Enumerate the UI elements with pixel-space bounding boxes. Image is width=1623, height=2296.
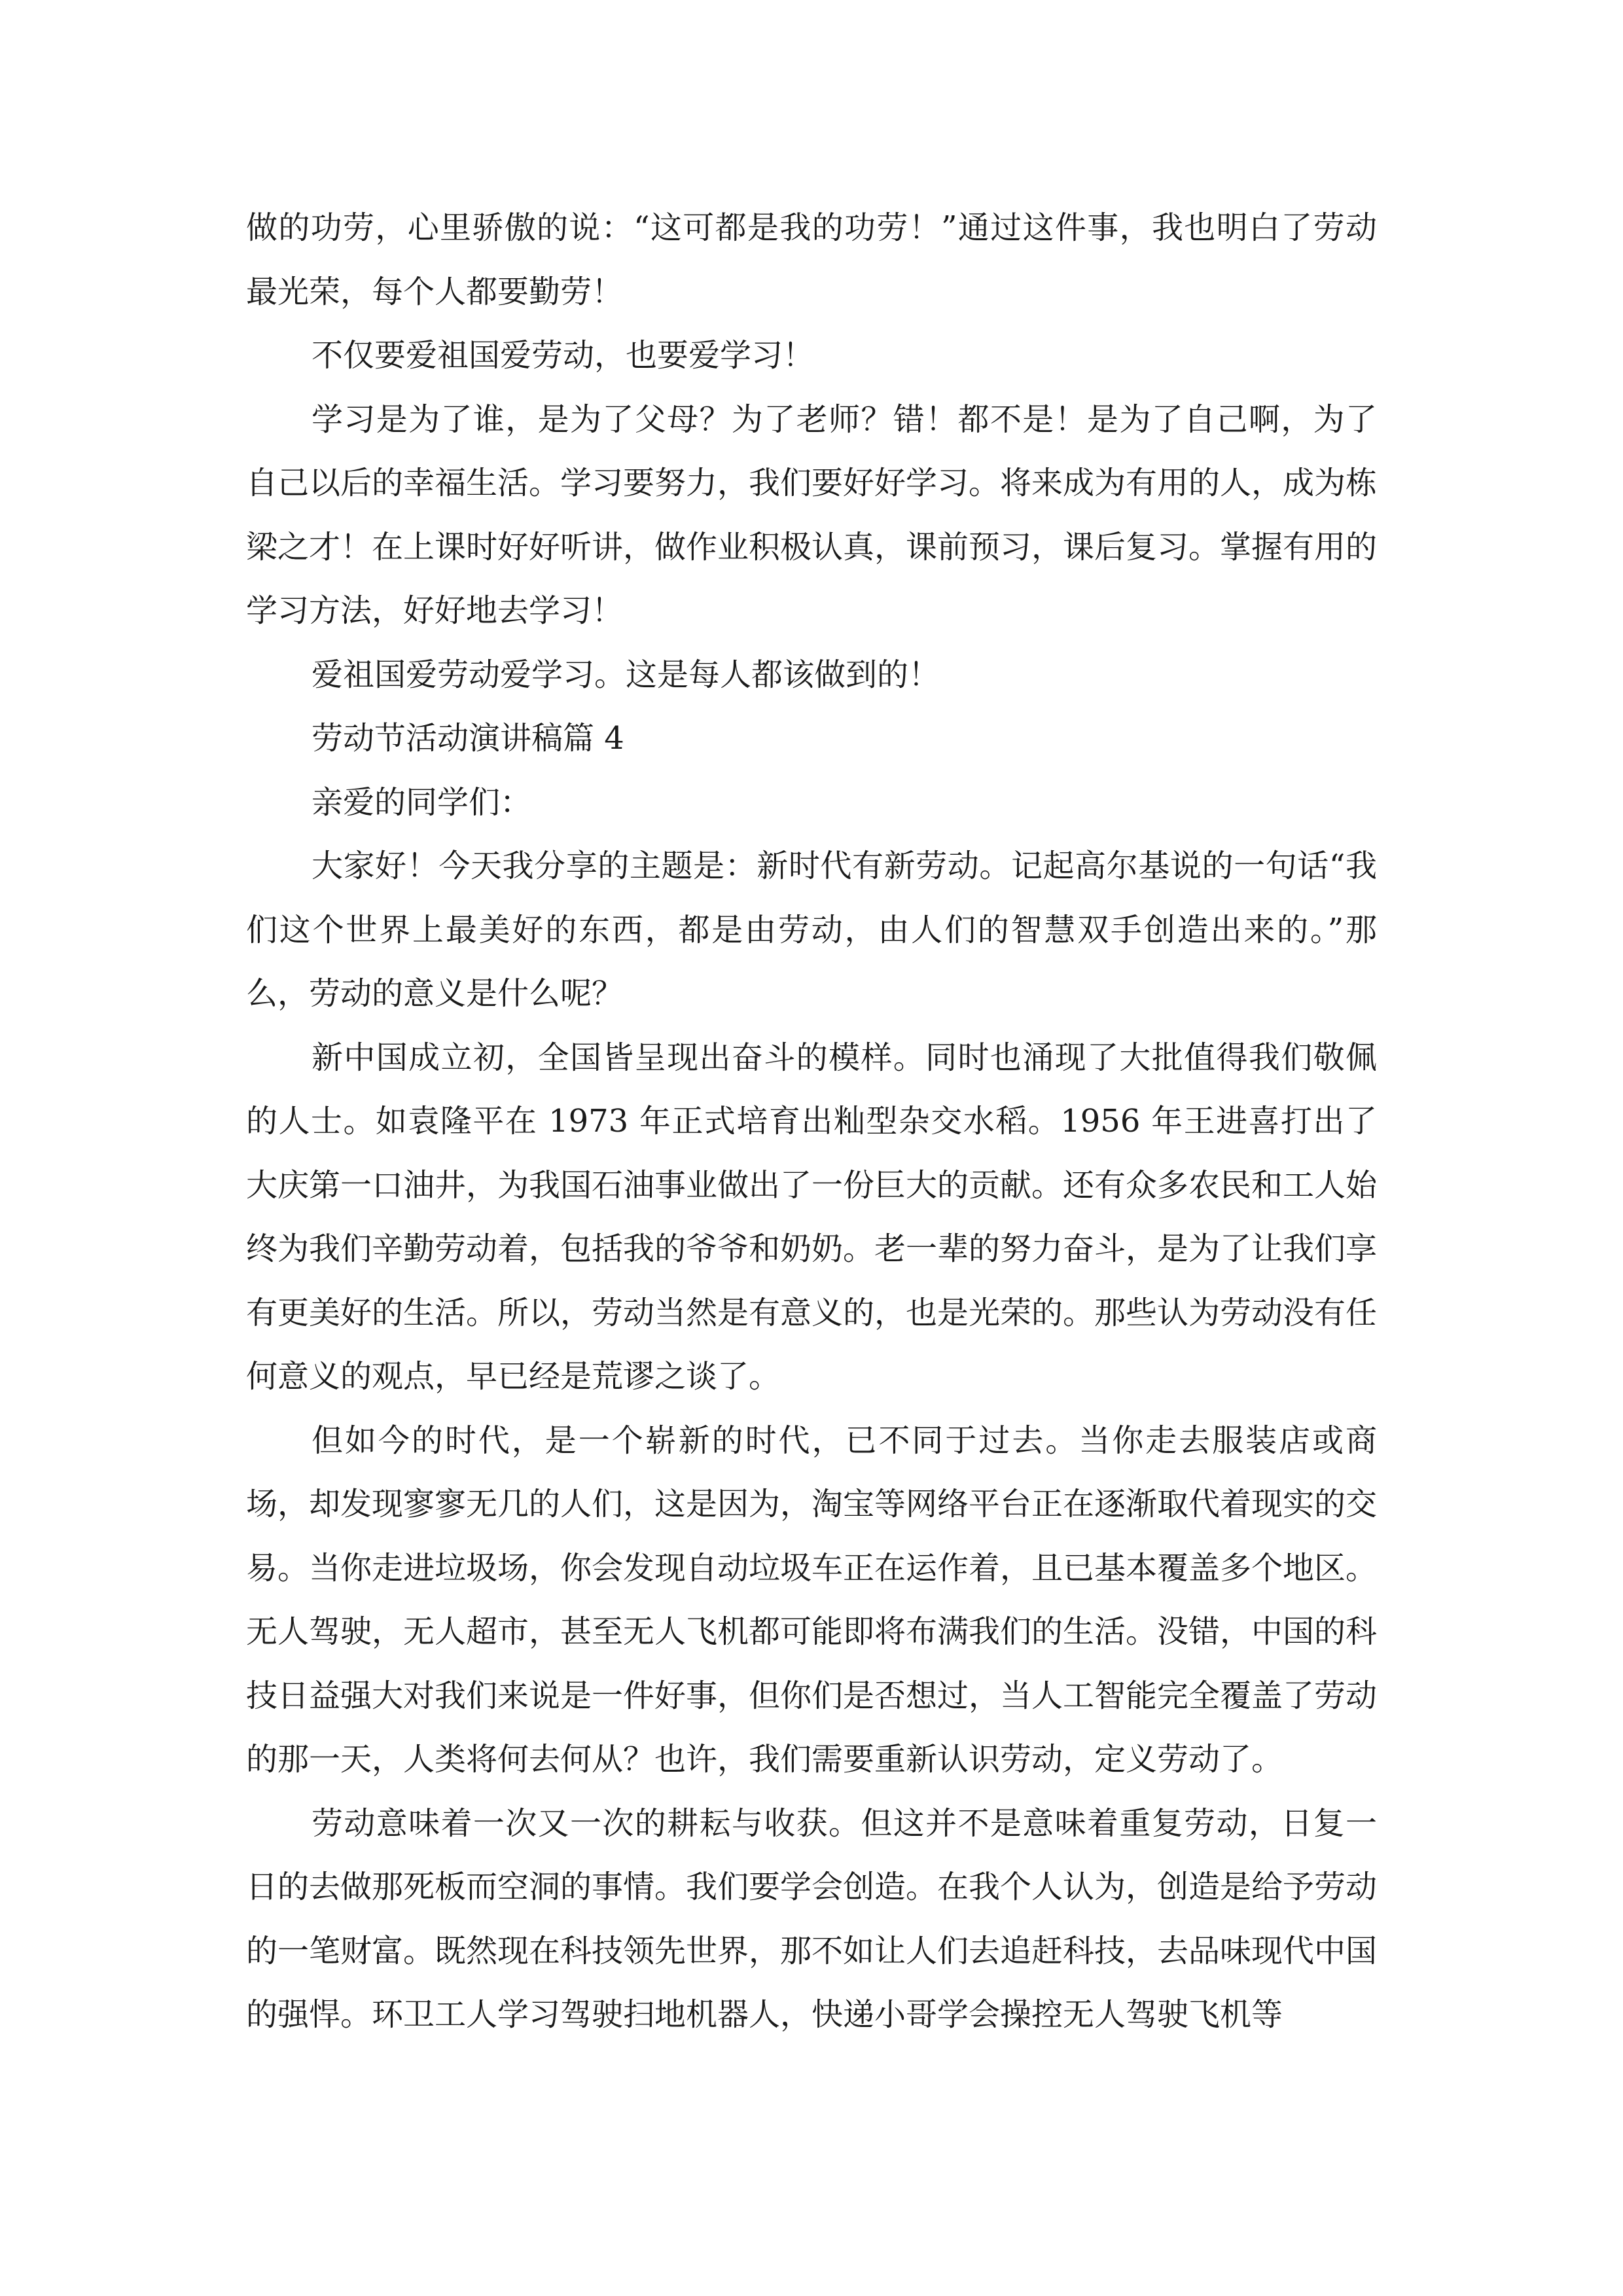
paragraph: 劳动意味着一次又一次的耕耘与收获。但这并不是意味着重复劳动，日复一日的去做那死板而空洞的事情。我们要学会创造。在我个人认为，创造是给予劳动的一笔财富。既然现在科技领先世界，那不如让人们去追赶科技，去品味现代中国的强悍。环卫工人学习驾驶扫地机器人，快递小哥学会操控无人驾驶飞机等	[246, 1804, 1378, 2033]
paragraph: 大家好！今天我分享的主题是：新时代有新劳动。记起高尔基说的一句话“我们这个世界上最美好的东西，都是由劳动，由人们的智慧双手创造出来的。”那么，劳动的意义是什么呢？	[246, 848, 1377, 1012]
paragraph: 爱祖国爱劳动爱学习。这是每人都该做到的！	[312, 656, 940, 693]
section-heading: 劳动节活动演讲稿篇 4	[312, 720, 624, 757]
paragraph-continuation: 做的功劳，心里骄傲的说：“这可都是我的功劳！”通过这件事，我也明白了劳动最光荣，每个人都要勤劳！	[246, 209, 1377, 310]
paragraph: 新中国成立初，全国皆呈现出奋斗的模样。同时也涌现了大批值得我们敬佩的人士。如袁隆平在 1973 年正式培育出籼型杂交水稻。1956 年王进喜打出了大庆第一口油井，为我国石油事业做出了一份巨大的贡献。还有众多农民和工人始终为我们辛勤劳动着，包括我的爷爷和奶奶。老一辈的努力奋斗，是为了让我们享有更美好的生活。所以，劳动当然是有意义的，也是光荣的。那些认为劳动没有任何意义的观点，早已经是荒谬之谈了。	[246, 1039, 1378, 1395]
document-body	[246, 196, 1377, 2047]
paragraph: 不仅要爱祖国爱劳动，也要爱学习！	[312, 337, 815, 374]
salutation: 亲爱的同学们：	[312, 783, 532, 821]
paragraph: 学习是为了谁，是为了父母？为了老师？错！都不是！是为了自己啊，为了自己以后的幸福生活。学习要努力，我们要好好学习。将来成为有用的人，成为栋梁之才！在上课时好好听讲，做作业积极认真，课前预习，课后复习。掌握有用的学习方法，好好地去学习！	[246, 401, 1378, 629]
paragraph: 但如今的时代，是一个崭新的时代，已不同于过去。当你走去服装店或商场，却发现寥寥无几的人们，这是因为，淘宝等网络平台正在逐渐取代着现实的交易。当你走进垃圾场，你会发现自动垃圾车正在运作着，且已基本覆盖多个地区。无人驾驶，无人超市，甚至无人飞机都可能即将布满我们的生活。没错，中国的科技日益强大对我们来说是一件好事，但你们是否想过，当人工智能完全覆盖了劳动的那一天，人类将何去何从？也许，我们需要重新认识劳动，定义劳动了。	[246, 1422, 1378, 1778]
